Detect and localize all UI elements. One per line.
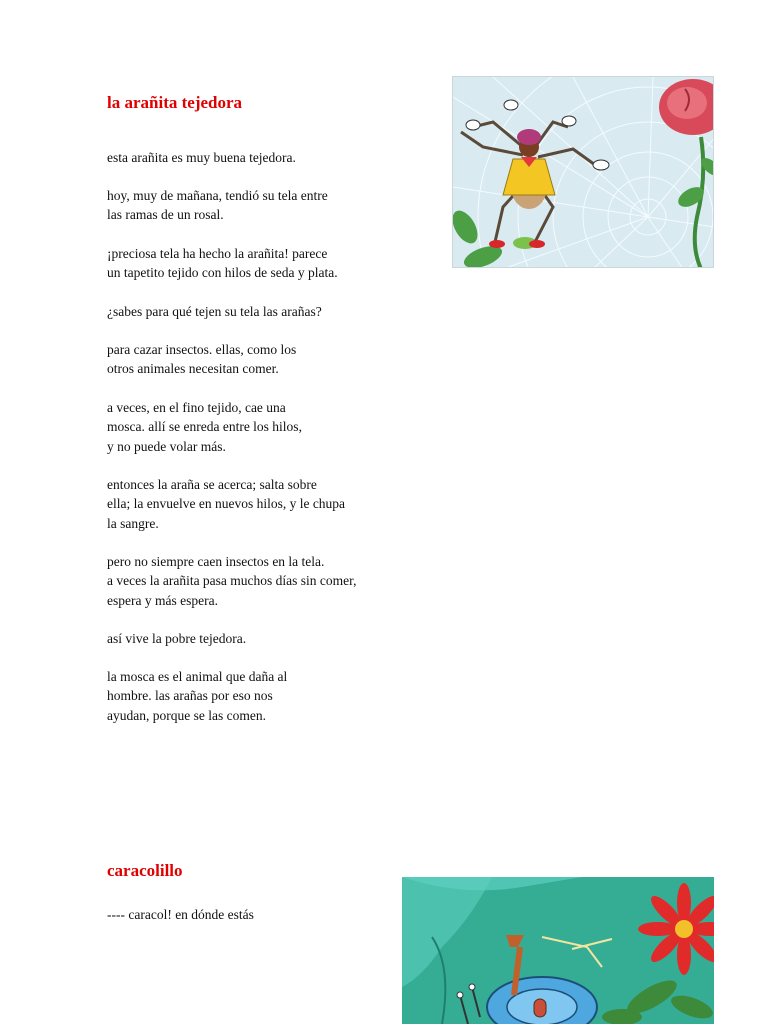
text-line: ella; la envuelve en nuevos hilos, y le chupa (107, 496, 346, 512)
paragraph (107, 629, 246, 648)
section-title-snail: caracolillo (107, 861, 183, 880)
text-line: así vive la pobre tejedora. (107, 631, 247, 646)
paragraph (107, 667, 287, 725)
text-line: esta arañita es muy buena tejedora. (107, 150, 296, 165)
paragraph (107, 244, 338, 283)
paragraph (107, 398, 302, 456)
text-line: espera y más espera. (107, 592, 218, 608)
text-line: la mosca es el animal que daña al (107, 669, 288, 684)
text-line: entonces la araña se acerca; salta sobre (107, 477, 317, 492)
text-line: ---- caracol! en dónde estás (107, 907, 254, 922)
spider-web-illustration (452, 76, 714, 268)
text-line: mosca. allí se enreda entre los hilos, (107, 419, 302, 435)
snail-illustration (402, 877, 714, 1024)
text-line: y no puede volar más. (107, 438, 226, 454)
snail-with-flower-icon (402, 877, 714, 1024)
text-line: a veces la arañita pasa muchos días sin comer, (107, 573, 357, 589)
spider-on-web-icon (453, 77, 714, 268)
text-line: hoy, muy de mañana, tendió su tela entre (107, 188, 328, 203)
paragraph (107, 475, 345, 533)
paragraph (107, 340, 296, 379)
text-line: ¿sabes para qué tejen su tela las arañas? (107, 304, 322, 319)
paragraph (107, 302, 322, 321)
paragraph (107, 148, 296, 167)
text-line: para cazar insectos. ellas, como los (107, 342, 297, 357)
paragraph (107, 905, 254, 924)
text-line: las ramas de un rosal. (107, 207, 224, 223)
text-line: pero no siempre caen insectos en la tela. (107, 554, 325, 569)
text-line: la sangre. (107, 515, 159, 531)
text-line: hombre. las arañas por eso nos (107, 688, 273, 704)
text-line: un tapetito tejido con hilos de seda y plata. (107, 265, 338, 281)
paragraph (107, 552, 357, 610)
paragraph (107, 186, 328, 225)
text-line: a veces, en el fino tejido, cae una (107, 400, 286, 415)
text-line: ¡preciosa tela ha hecho la arañita! parece (107, 246, 328, 261)
section-title-spider: la arañita tejedora (107, 93, 243, 112)
text-line: ayudan, porque se las comen. (107, 707, 266, 723)
text-line: otros animales necesitan comer. (107, 361, 279, 377)
